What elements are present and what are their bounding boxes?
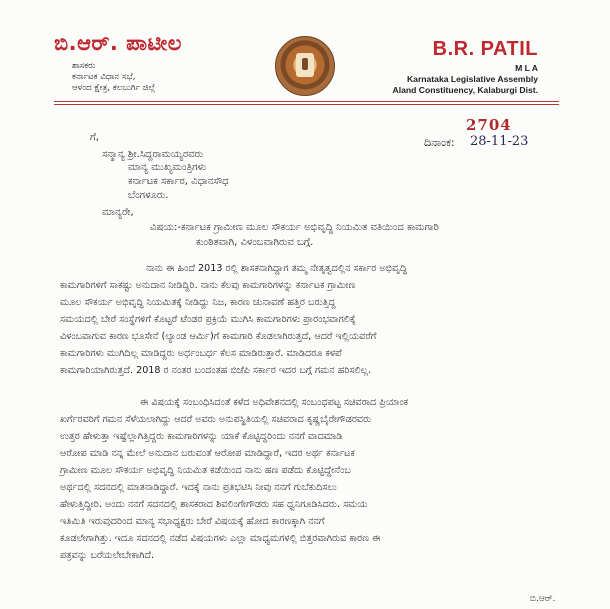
paragraph-2-line: ಉತ್ತರ ಹೇಳುತ್ತಾ ಇಷ್ಟೆಲ್ಲಾಗಿತ್ತಿದ್ದರು ಕಾಮಗಾರಿಗಳನ್ನು ಯಾಕೆ ಕೊಟ್ಟಿದ್ದರಿಂದು ನನಗೆ ವಾದಮಾಡಿ: [60, 431, 343, 442]
to-line: ಸನ್ಮಾನ್ಯ ಶ್ರೀ.ಸಿದ್ದರಾಮಯ್ಯರವರು: [102, 149, 204, 160]
paragraph-2-line: ಅರ್ಥದಲ್ಲಿ ಸದನದಲ್ಲಿ ಮಾತನಾಡಿದ್ದಾರೆ. ಇದಕ್ಕೆ ನಾನು ಪ್ರತಿಭಟಿಸಿ ನೀವು ನನಗೆ ಗುಬೆಕುದಿಸಲು: [60, 482, 337, 493]
paragraph-1-line: ಕಾಮಗಾರಿಗಳು ಮುಗಿದಿಲ್ಲ ಮಾಡಿದ್ದರು ಅರ್ಧಂಬರ್ಧ ಕೆಲಸ ಮಾಡಿರುತ್ತಾರೆ. ಮಾಡಿದರೂ ಕಳಪೆ: [60, 348, 342, 359]
letterhead-name-kannada: ಬಿ.ಆರ್. ಪಾಟೀಲ: [54, 31, 182, 55]
paragraph-2-line: ಗ್ರಾಮೀಣ ಮೂಲ ಸೌಕರ್ಯ ಅಭಿವೃದ್ಧಿ ನಿಯಮಿತ ಕಡೆಯಿಂದ ನಾನು ಹಣ ಪಡೆದು ಕೊಟ್ಟಿದ್ದೇನೆಂಬ: [60, 465, 351, 476]
to-line: ಮಾನ್ಯ ಮುಖ್ಯಮಂತ್ರಿಗಳು: [128, 162, 207, 173]
to-line: ಗೆ,: [90, 132, 99, 143]
letterhead-en-line-2: Karnataka Legislative Assembly: [406, 74, 538, 84]
date-label: ದಿನಾಂಕ:: [424, 136, 455, 149]
salutation: ಮಾನ್ಯರೇ,: [102, 207, 134, 218]
reference-number: 2704: [466, 116, 512, 134]
letterhead-en-line-3: Aland Constituency, Kalaburgi Dist.: [392, 85, 538, 95]
date-value: 28-11-23: [470, 134, 529, 149]
paragraph-1-line: ಕಾಮಗಾರಿಯಾಗಿರುತ್ತದೆ. 2018 ರ ನಂತರ ಬಂದಂತಹ ಬಿಜೆಪಿ ಸರ್ಕಾರ ಇದರ ಬಗ್ಗೆ ಗಮನ ಹರಿಸಲಿಲ್ಲ.: [60, 365, 372, 376]
paragraph-2-line: ಈ ವಿಷಯಕ್ಕೆ ಸಂಬಂಧಿಸಿದಂತೆ ಕಳೆದ ಅಧಿವೇಶನದಲ್ಲಿ ಸಂಬಂಧಪಟ್ಟ ಸಚಿವರಾದ ಪ್ರಿಯಾಂಕ: [140, 397, 409, 408]
paragraph-2-line: ಖರ್ಗೆರವರಿಗೆ ಗಮನ ಸೆಳೆಯಲಾಗಿದ್ದು ಆದರೆ ಅವರು ಅನುಪಸ್ಥಿತಿಯಲ್ಲಿ ಸಚಿವರಾದ ಕೃಷ್ಣಬೈರೇಗೌಡರವರು: [60, 414, 372, 425]
paragraph-1-line: ಮೂಲ ಸೌಕರ್ಯ ಅಭಿವೃದ್ಧಿ ನಿಯಮಿತಕ್ಕೆ ನೀಡಿದ್ದು ನಿಜ, ಕಾರಣ ಚುನಾವಣೆ ಹತ್ತಿರ ಬರುತ್ತಿದ್ದ: [60, 297, 336, 308]
paragraph-1-line: ಕಾಮಗಾರಿಗಳಿಗೆ ಸಾಕಷ್ಟು ಅನುದಾನ ನೀಡಿದ್ದಿರಿ. ನಾನು ಕೆಲವು ಕಾಮಗಾರಿಗಳನ್ನು ಕರ್ನಾಟಕ ಗ್ರಾಮೀಣ: [60, 280, 356, 291]
letterhead-rule: [54, 104, 559, 105]
paragraph-1-line: ವಿಳಂಬವಾಗುವ ಕಾರಣ ಭೂಸೇನೆ (ಲ್ಯಾಂಡ ಆರ್ಮಿ)ಗೆ ಕಾಮಗಾರಿ ಕೊಡಲಾಗಿರುತ್ತದೆ, ಆದರೆ ಇಲ್ಲಿಯವರೆಗೆ: [60, 331, 377, 342]
paragraph-2-line: ಇತಿಮಿತಿ ಇರುವುದರಿಂದ ಮಾನ್ಯ ಸಭಾಧ್ಯಕ್ಷರು ಬೇರೆ ವಿಷಯಕ್ಕೆ ಹೋದ ಕಾರಣಕ್ಕಾಗಿ ನನಗೆ: [60, 516, 325, 527]
karnataka-seal-logo: [275, 36, 335, 96]
letterhead-rule: [54, 101, 559, 102]
subject-line: ವಿಷಯ:-ಕರ್ನಾಟಕ ಗ್ರಾಮೀಣ ಮೂಲ ಸೌಕರ್ಯ ಅಭಿವೃದ್ಧಿ ನಿಯಮಿತ ವತಿಯಿಂದ ಕಾಮಗಾರಿ: [150, 222, 439, 233]
paragraph-1-line: ನಾನು ಈ ಹಿಂದೆ 2013 ರಲ್ಲಿ ಶಾಸಕನಾಗಿದ್ದಾಗ ತಮ್ಮ ನೇತೃತ್ವದಲ್ಲಿನ ಸರ್ಕಾರ ಅಭಿವೃದ್ಧಿ: [146, 263, 407, 274]
to-line: ಬೆಂಗಳೂರು.: [128, 190, 169, 201]
paragraph-2-line: ಕೂಡಲೇಗಾಗಿತ್ತು. ಇದೂ ಸದನದಲ್ಲಿ ನಡೆದ ವಿಷಯಗಳು ಎಲ್ಲಾ ಮಾಧ್ಯಮಗಳಲ್ಲಿ ಬಿತ್ತರವಾಗಿರುವ ಕಾರಣ ಈ: [60, 533, 381, 544]
signature: ಬಿ.ಆರ್.: [530, 594, 556, 604]
letterhead-en-line-1: M L A: [515, 63, 538, 73]
subject-line: ಕುಂಠಿತವಾಗಿ, ವಿಳಂಬವಾಗಿರುವ ಬಗ್ಗೆ.: [196, 237, 314, 248]
letterhead-kn-line-2: ಕರ್ನಾಟಕ ವಿಧಾನ ಸಭೆ,: [72, 72, 136, 82]
letterhead-kn-line-3: ಆಳಂದ ಕ್ಷೇತ್ರ, ಕಲಬುರ್ಗಿ ಜಿಲ್ಲೆ: [72, 83, 156, 93]
letterhead-name-english: B.R. PATIL: [432, 38, 538, 60]
letterhead-kn-line-1: ಶಾಸಕರು: [72, 61, 96, 71]
paragraph-2-line: ಪತ್ರವನ್ನು ಬರೆಯಲೇಬೇಕಾಗಿದೆ.: [60, 550, 155, 561]
paragraph-2-line: ಆರೋಪ ಮಾಡಿ ನನ್ನ ಮೇಲೆ ಅನುದಾನ ಬರುವಂತೆ ಆರೋಪ ಮಾಡಿದ್ದಾರೆ, ಇದರ ಅರ್ಥ ಕರ್ನಾಟಕ: [60, 448, 355, 459]
to-line: ಕರ್ನಾಟಕ ಸರ್ಕಾರ, ವಿಧಾನಸೌಧ: [128, 176, 229, 187]
paragraph-1-line: ಸಮಯದಲ್ಲಿ ಬೇರೆ ಸಂಸ್ಥೆಗಳಿಗೆ ಕೊಟ್ಟರೆ ಟೆಂಡರ ಪ್ರಕ್ರಿಯೆ ಮುಗಿಸಿ ಕಾಮಗಾರಿಗಳು ಪ್ರಾರಂಭವಾಗಲಿಕ್ಕೆ: [60, 314, 356, 325]
paragraph-2-line: ಹೇಳುತ್ತಿದ್ದೀರಿ. ಅಂದು ನನಗೆ ಸದನದಲ್ಲಿ ಶಾಸಕರಾದ ಶಿವಲಿಂಗೇಗೌಡರು ಸಹ ಧ್ವನಿಗೂಡಿಸಿದರು. ಸಮಯ: [60, 499, 368, 510]
